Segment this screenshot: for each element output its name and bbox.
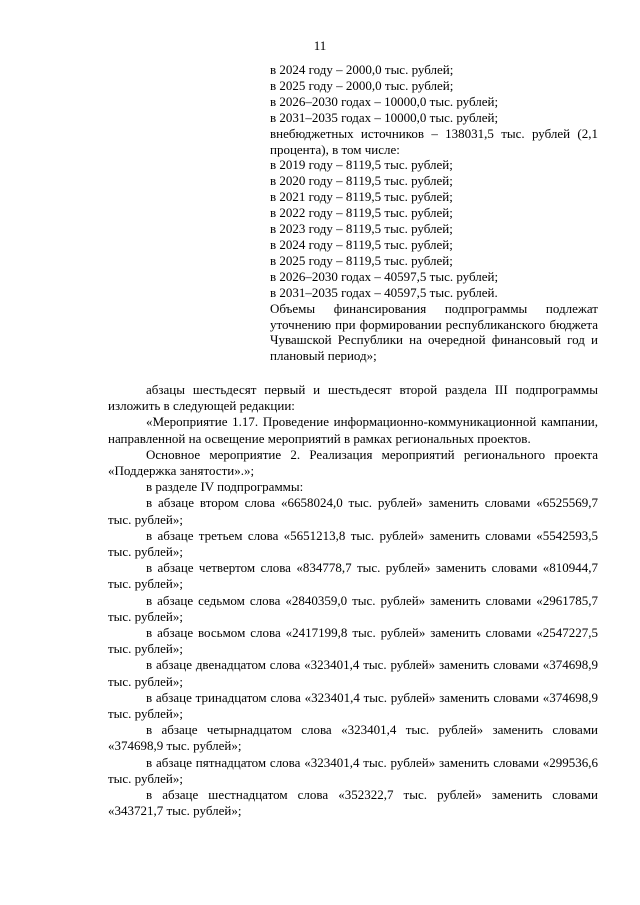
extra-sources-paragraph: внебюджетных источников – 138031,5 тыс. рублей (2,1 процента), в том числе: <box>270 125 598 157</box>
amendment-item: в абзаце третьем слова «5651213,8 тыс. рублей» заменить словами «5542593,5 тыс. рублей»; <box>108 527 598 560</box>
funding-line: в 2021 году – 8119,5 тыс. рублей; <box>270 189 453 205</box>
page-number: 11 <box>313 38 327 53</box>
intro-paragraph: абзацы шестьдесят первый и шестьдесят второй раздела III подпрограммы изложить в следующей редакции: <box>108 382 598 414</box>
amendment-item: в абзаце пятнадцатом слова «323401,4 тыс. рублей» заменить словами «299536,6 тыс. рублей»; <box>108 754 598 786</box>
funding-line: в 2020 году – 8119,5 тыс. рублей; <box>270 173 453 189</box>
amendment-item: в абзаце восьмом слова «2417199,8 тыс. рублей» заменить словами «2547227,5 тыс. рублей»; <box>108 625 598 657</box>
funding-closing-paragraph: Объемы финансирования подпрограммы подлежат уточнению при формировании республиканского бюджета Чувашской Республики на очередной финансовый год и плановый период»; <box>270 300 598 364</box>
amendment-item: в абзаце шестнадцатом слова «352322,7 тыс. рублей» заменить словами «343721,7 тыс. рублей»; <box>108 787 598 819</box>
funding-line: в 2031–2035 годах – 40597,5 тыс. рублей. <box>270 284 498 300</box>
main-measure-paragraph: Основное мероприятие 2. Реализация мероприятий регионального проекта «Поддержка занятости».»; <box>108 446 598 479</box>
funding-line: в 2022 году – 8119,5 тыс. рублей; <box>270 205 453 221</box>
funding-line: в 2024 году – 2000,0 тыс. рублей; <box>270 62 454 77</box>
funding-line: в 2024 году – 8119,5 тыс. рублей; <box>270 236 453 252</box>
funding-line: в 2025 году – 2000,0 тыс. рублей; <box>270 77 454 93</box>
amendment-item: в абзаце седьмом слова «2840359,0 тыс. рублей» заменить словами «2961785,7 тыс. рублей»; <box>108 592 598 624</box>
amendment-item: в абзаце четырнадцатом слова «323401,4 тыс. рублей» заменить словами «374698,9 тыс. рублей»; <box>108 722 598 754</box>
amendment-item: в абзаце тринадцатом слова «323401,4 тыс. рублей» заменить словами «374698,9 тыс. рублей»; <box>108 689 598 722</box>
funding-line: в 2026–2030 годах – 40597,5 тыс. рублей; <box>270 268 499 284</box>
funding-block <box>270 62 598 364</box>
amendment-item: в абзаце четвертом слова «834778,7 тыс. рублей» заменить словами «810944,7 тыс. рублей»; <box>108 560 598 592</box>
amendments-text <box>108 382 598 819</box>
funding-line: в 2023 году – 8119,5 тыс. рублей; <box>270 221 453 237</box>
funding-line: в 2025 году – 8119,5 тыс. рублей; <box>270 252 453 268</box>
funding-line: в 2031–2035 годах – 10000,0 тыс. рублей; <box>270 109 499 125</box>
funding-line: в 2026–2030 годах – 10000,0 тыс. рублей; <box>270 93 499 109</box>
funding-line: в 2019 году – 8119,5 тыс. рублей; <box>270 157 453 173</box>
amendment-item: в абзаце втором слова «6658024,0 тыс. рублей» заменить словами «6525569,7 тыс. рублей»; <box>108 495 598 527</box>
measure-paragraph: «Мероприятие 1.17. Проведение информационно-коммуникационной кампании, направленной на освещение мероприятий в рамках региональных проектов. <box>108 414 598 446</box>
section-iv-heading: в разделе IV подпрограммы: <box>146 479 304 495</box>
amendment-item: в абзаце двенадцатом слова «323401,4 тыс. рублей» заменить словами «374698,9 тыс. рублей»; <box>108 657 598 689</box>
